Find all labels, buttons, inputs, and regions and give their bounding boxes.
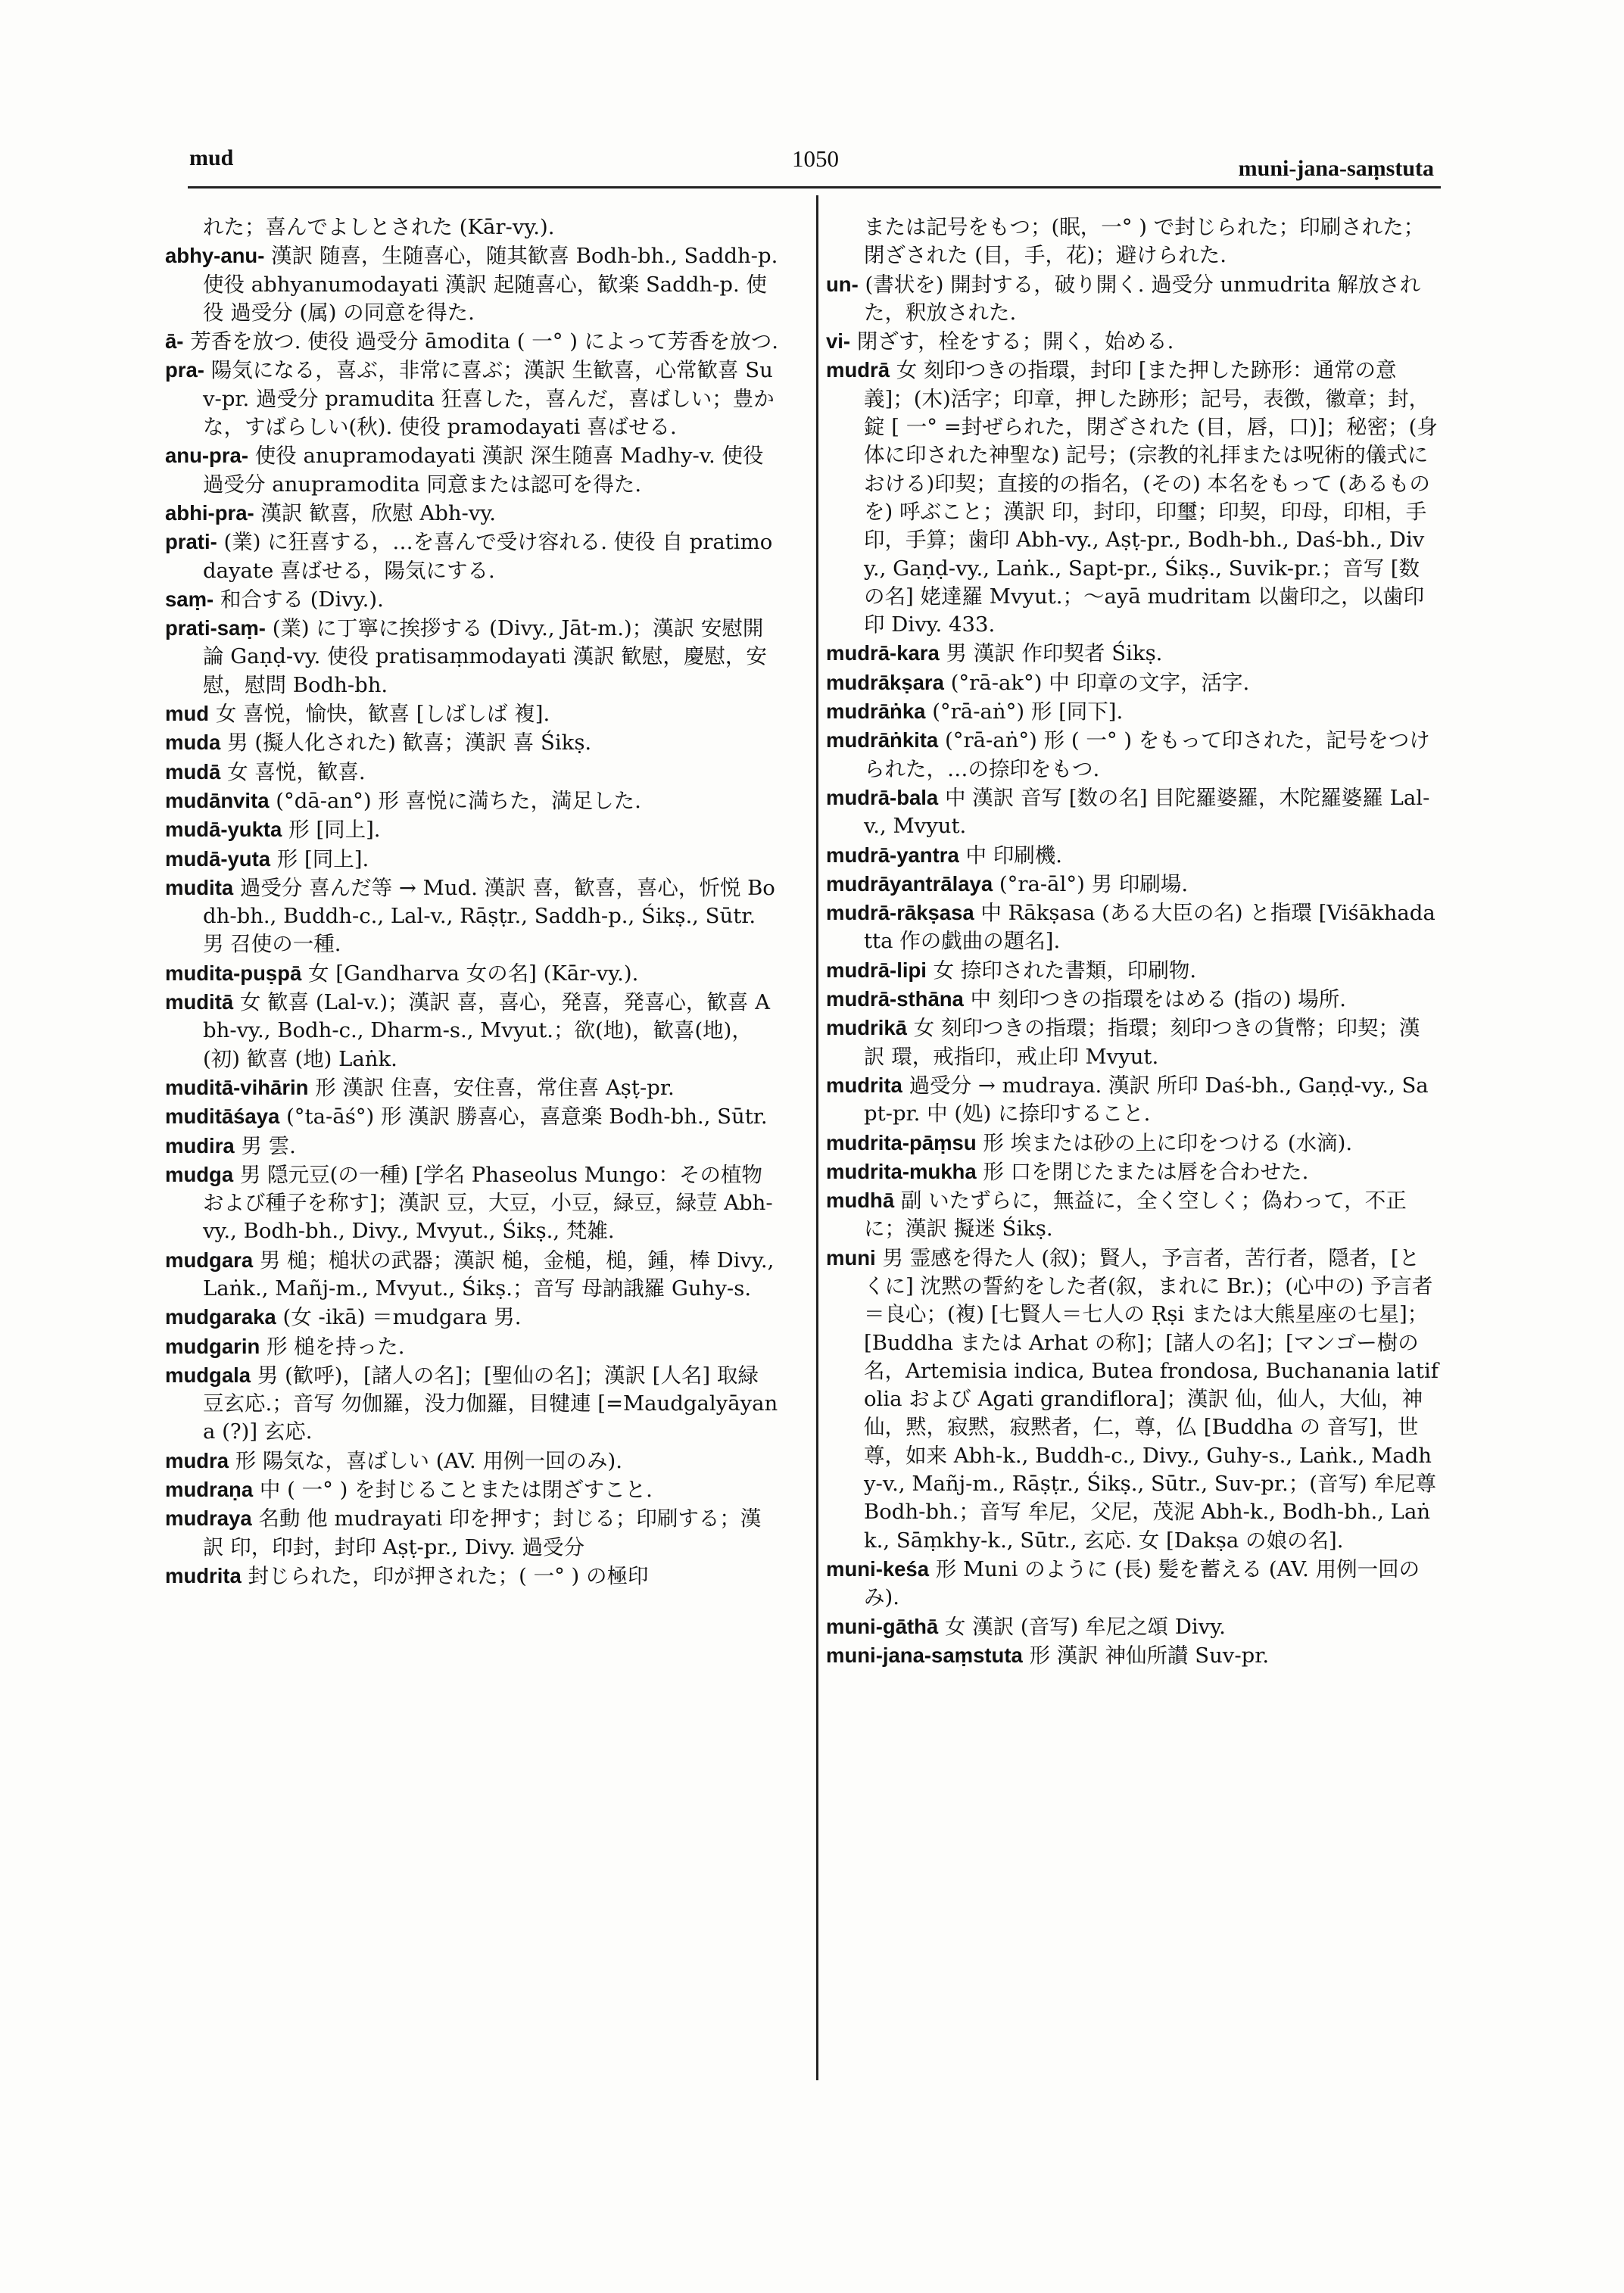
entry-definition: 女 [Gandharva 女の名] (Kār-vy.). bbox=[308, 961, 639, 986]
entry-definition: 過受分 → mudraya. 漢訳 所印 Daś-bh., Gaṇḍ-vy., Sapt-pr. 中 (処) に捺印すること. bbox=[864, 1073, 1429, 1126]
entry-headword: mudā-yukta bbox=[165, 818, 282, 842]
dictionary-entry bbox=[826, 956, 1439, 985]
entry-definition: 形 槌を持った. bbox=[267, 1334, 405, 1359]
entry-headword: mudrā-yantra bbox=[826, 843, 959, 867]
entry-definition: (°rā-aṅ°) 形 ( 一° ) をもって印された，記号をつけられた，…の捺印をもつ. bbox=[864, 728, 1430, 781]
entry-headword: vi- bbox=[826, 329, 851, 354]
dictionary-entry bbox=[165, 787, 778, 815]
entry-headword: mudga bbox=[165, 1162, 234, 1186]
entry-headword: mudra bbox=[165, 1448, 229, 1472]
dictionary-entry bbox=[826, 870, 1439, 899]
dictionary-entry bbox=[165, 241, 778, 327]
entry-headword: mudrāṅkita bbox=[826, 728, 939, 752]
entry-definition: (業) に狂喜する，…を喜んで受け容れる. 使役 自 pratimodayate 喜ばせる，陽気にする. bbox=[203, 530, 773, 583]
dictionary-entry bbox=[826, 1555, 1439, 1612]
dictionary-entry bbox=[165, 988, 778, 1073]
entry-definition: (°dā-an°) 形 喜悦に満ちた，満足した. bbox=[276, 788, 641, 813]
entry-headword: mudraṇa bbox=[165, 1478, 254, 1502]
header-rule bbox=[188, 186, 1441, 188]
dictionary-entry bbox=[165, 614, 778, 699]
entry-definition: 形 Muni のように (長) 髪を蓄える (AV. 用例一回のみ). bbox=[864, 1556, 1420, 1610]
entry-headword: muni-jana-saṃstuta bbox=[826, 1643, 1023, 1667]
entry-headword: mudā bbox=[165, 759, 221, 784]
dictionary-entry bbox=[165, 528, 778, 585]
entry-definition: 女 喜悦，愉快，歓喜 [しばしば 複]. bbox=[215, 702, 550, 727]
dictionary-entry bbox=[826, 1157, 1439, 1186]
dictionary-entry bbox=[826, 327, 1439, 356]
entry-definition: 形 [同上]. bbox=[288, 818, 381, 843]
entry-headword: prati-saṃ- bbox=[165, 616, 266, 640]
left-column bbox=[165, 213, 778, 1590]
entry-headword: mudrā-kara bbox=[826, 641, 940, 665]
dictionary-entry bbox=[165, 1475, 778, 1504]
entry-headword: muni-keśa bbox=[826, 1556, 930, 1581]
dictionary-entry bbox=[826, 899, 1439, 956]
dictionary-entry bbox=[165, 585, 778, 614]
dictionary-entry bbox=[165, 758, 778, 787]
entry-definition: (°ta-āś°) 形 漢訳 勝喜心，喜意楽 Bodh-bh., Sūtr. bbox=[286, 1104, 768, 1129]
entry-headword: mudānvita bbox=[165, 788, 270, 812]
entry-headword: pra- bbox=[165, 358, 204, 382]
entry-headword: mudrita bbox=[165, 1563, 242, 1587]
dictionary-entry bbox=[165, 959, 778, 988]
dictionary-entry bbox=[826, 784, 1439, 841]
entry-headword: un- bbox=[826, 272, 859, 296]
entry-definition: 副 いたずらに，無益に，全く空しく；偽わって，不正に；漢訳 擬迷 Śikṣ. bbox=[864, 1189, 1407, 1242]
dictionary-entry bbox=[165, 213, 778, 241]
entry-headword: mudita-puṣpā bbox=[165, 961, 302, 985]
entry-definition: (°rā-aṅ°) 形 [同下]. bbox=[932, 699, 1124, 724]
dictionary-entry bbox=[165, 1332, 778, 1361]
column-separator bbox=[816, 195, 818, 2080]
dictionary-entry bbox=[165, 1303, 778, 1332]
entry-headword: mudhā bbox=[826, 1189, 895, 1213]
entry-headword: abhi-pra- bbox=[165, 500, 254, 525]
dictionary-entry bbox=[826, 1186, 1439, 1244]
entry-definition: 形 漢訳 神仙所讃 Suv-pr. bbox=[1029, 1643, 1270, 1668]
entry-definition: 女 刻印つきの指環；指環；刻印つきの貨幣；印契；漢訳 環，戒指印，戒止印 Mvyut. bbox=[864, 1016, 1420, 1069]
entry-headword: muditā-vihārin bbox=[165, 1075, 309, 1099]
entry-headword: mudita bbox=[165, 875, 234, 899]
entry-headword: mudgala bbox=[165, 1363, 251, 1387]
dictionary-entry bbox=[165, 815, 778, 844]
dictionary-entry bbox=[165, 356, 778, 441]
dictionary-entry bbox=[165, 1504, 778, 1562]
entry-definition: (業) に丁寧に挨拶する (Divy., Jāt-m.)；漢訳 安慰開論 Gaṇḍ-vy. 使役 pratisaṃmodayati 漢訳 歓慰，慶慰，安慰，慰問 Bodh-bh. bbox=[203, 616, 767, 697]
entry-headword: mudira bbox=[165, 1133, 235, 1157]
dictionary-entry bbox=[826, 697, 1439, 726]
dictionary-entry bbox=[826, 985, 1439, 1014]
entry-definition: 中 印刷機. bbox=[965, 843, 1062, 868]
dictionary-entry bbox=[165, 1562, 778, 1590]
entry-definition: 男 雲. bbox=[241, 1133, 296, 1158]
entry-definition: 女 喜悦，歓喜. bbox=[227, 759, 366, 784]
entry-headword: mudgara bbox=[165, 1248, 254, 1272]
entry-definition: 男 (擬人化された) 歓喜；漢訳 喜 Śikṣ. bbox=[227, 731, 592, 756]
entry-headword: mudrāyantrālaya bbox=[826, 871, 993, 896]
dictionary-entry bbox=[826, 841, 1439, 870]
running-head-right: muni-jana-saṃstuta bbox=[1238, 156, 1434, 181]
entry-definition: 閉ざす，栓をする；開く，始める. bbox=[856, 329, 1174, 354]
entry-definition: 中 刻印つきの指環をはめる (指の) 場所. bbox=[970, 987, 1347, 1012]
entry-headword: mudgaraka bbox=[165, 1305, 276, 1329]
entry-headword: prati- bbox=[165, 530, 217, 554]
dictionary-entry bbox=[826, 213, 1439, 270]
entry-definition: 女 刻印つきの指環，封印 [また押した跡形：通常の意義]；(木)活字；印章，押した跡形；記号，表徴，徽章；封，錠 [ 一° =封ぜられた，閉ざされた (目，唇，口)]；秘密；(身体に印された神聖な) 記号；(宗教的礼拝または呪術的儀式における)印契；直接的の指名，(その) 本名をもって (あるものを) 呼ぶこと；漢訳 印，封印，印璽；印契，印母，印相，手印，手算；歯印 Abh-vy., Aṣṭ-pr., Bodh-bh., Daś-bh., Divy., Gaṇḍ-vy., Laṅk., Sapt-pr., Śikṣ., Suvik-pr.；音写 [数の名] 姥達羅 Mvyut.；～ayā mudritam 以歯印之，以歯印印 Divy. 433. bbox=[864, 358, 1438, 637]
dictionary-entry bbox=[165, 874, 778, 959]
dictionary-entry bbox=[826, 1244, 1439, 1555]
entry-headword: mudrā-bala bbox=[826, 785, 939, 809]
entry-headword: muditā bbox=[165, 990, 234, 1014]
entry-headword: ā- bbox=[165, 329, 184, 354]
entry-headword: anu-pra- bbox=[165, 444, 248, 468]
entry-definition: れた；喜んでよしとされた (Kār-vy.). bbox=[203, 215, 555, 239]
entry-headword: mud bbox=[165, 702, 210, 726]
entry-headword: mudgarin bbox=[165, 1334, 260, 1358]
entry-definition: 形 陽気な，喜ばしい (AV. 用例一回のみ). bbox=[235, 1448, 623, 1473]
running-head-left: mud bbox=[189, 145, 234, 170]
entry-headword: abhy-anu- bbox=[165, 244, 265, 268]
dictionary-entry bbox=[826, 639, 1439, 668]
entry-headword: saṃ- bbox=[165, 587, 214, 611]
dictionary-entry bbox=[165, 728, 778, 757]
entry-definition: 漢訳 随喜，生随喜心，随其歓喜 Bodh-bh., Saddh-p. 使役 abhyanumodayati 漢訳 起随喜心，歓楽 Saddh-p. 使役 過受分 (属) の同意を得た. bbox=[203, 244, 778, 325]
dictionary-entry bbox=[165, 1447, 778, 1475]
entry-definition: 中 漢訳 音写 [数の名] 目陀羅婆羅，木陀羅婆羅 Lal-v., Mvyut. bbox=[864, 785, 1430, 839]
entry-definition: (°ra-āl°) 男 印刷場. bbox=[999, 871, 1189, 896]
dictionary-entry bbox=[165, 1132, 778, 1161]
dictionary-entry bbox=[165, 845, 778, 874]
dictionary-entry bbox=[165, 441, 778, 499]
entry-headword: mudā-yuta bbox=[165, 846, 271, 871]
entry-headword: mudrā bbox=[826, 358, 890, 382]
dictionary-entry bbox=[826, 270, 1439, 328]
entry-headword: mudrita-pāṃsu bbox=[826, 1130, 977, 1154]
dictionary-entry bbox=[165, 327, 778, 356]
dictionary-entry bbox=[826, 726, 1439, 784]
entry-definition: 中 ( 一° ) を封じることまたは閉ざすこと. bbox=[259, 1478, 653, 1503]
entry-definition: 形 口を閉じたまたは唇を合わせた. bbox=[983, 1159, 1309, 1184]
dictionary-entry bbox=[165, 1361, 778, 1447]
entry-headword: muni-gāthā bbox=[826, 1614, 939, 1638]
entry-definition: または記号をもつ；(眠，一° ) で封じられた；印刷された；閉ざされた (目，手，花)；避けられた. bbox=[864, 215, 1425, 268]
entry-definition: 形 漢訳 住喜，安住喜，常住喜 Aṣṭ-pr. bbox=[315, 1075, 675, 1100]
entry-headword: mudrā-sthāna bbox=[826, 987, 964, 1011]
entry-definition: 和合する (Divy.). bbox=[220, 587, 384, 612]
dictionary-entry bbox=[826, 356, 1439, 639]
entry-definition: 陽気になる，喜ぶ，非常に喜ぶ；漢訳 生歓喜，心常歓喜 Suv-pr. 過受分 pramudita 狂喜した，喜んだ，喜ばしい；豊かな，すばらしい(秋). 使役 pramodayati 喜ばせる. bbox=[203, 358, 775, 440]
dictionary-entry bbox=[165, 1161, 778, 1246]
entry-definition: 芳香を放つ. 使役 過受分 āmodita ( 一° ) によって芳香を放つ. bbox=[190, 329, 778, 354]
entry-definition: 名動 他 mudrayati 印を押す；封じる；印刷する；漢訳 印，印封，封印 Aṣṭ-pr., Divy. 過受分 bbox=[203, 1506, 762, 1559]
entry-headword: muda bbox=[165, 731, 221, 755]
entry-headword: mudrita-mukha bbox=[826, 1159, 977, 1183]
entry-definition: 女 捺印された書類，印刷物. bbox=[933, 958, 1197, 983]
entry-headword: mudrita bbox=[826, 1073, 902, 1097]
entry-definition: 女 漢訳 (音写) 牟尼之頌 Divy. bbox=[944, 1614, 1226, 1639]
entry-headword: mudrāṅka bbox=[826, 699, 926, 724]
entry-definition: 女 歓喜 (Lal-v.)；漢訳 喜，喜心，発喜，発喜心，歓喜 Abh-vy., Bodh-c., Dharm-s., Mvyut.；欲(地)，歓喜(地)，(初) 歓喜 (地) Laṅk. bbox=[203, 990, 770, 1071]
entry-definition: 男 隠元豆(の一種) [学名 Phaseolus Mungo：その植物および種子を称す]；漢訳 豆，大豆，小豆，緑豆，緑荳 Abh-vy., Bodh-bh., Divy., Mvyut., Śikṣ., 梵雑. bbox=[203, 1162, 773, 1244]
dictionary-entry bbox=[165, 1102, 778, 1131]
entry-definition: 中 Rākṣasa (ある大臣の名) と指環 [Viśākhadatta 作の戯曲の題名]. bbox=[864, 901, 1435, 954]
entry-headword: mudrākṣara bbox=[826, 670, 944, 694]
entry-definition: (女 -ikā) ＝mudgara 男. bbox=[282, 1305, 522, 1330]
entry-definition: 過受分 喜んだ等 → Mud. 漢訳 喜，歓喜，喜心，忻悦 Bodh-bh., Buddh-c., Lal-v., Rāṣṭr., Saddh-p., Śikṣ., Sūtr. 男 召使の一種. bbox=[203, 875, 775, 957]
dictionary-entry bbox=[826, 668, 1439, 697]
entry-definition: (°rā-ak°) 中 印章の文字，活字. bbox=[950, 670, 1250, 695]
entry-definition: 男 漢訳 作印契者 Śikṣ. bbox=[946, 641, 1163, 666]
entry-headword: mudrā-rākṣasa bbox=[826, 901, 974, 925]
dictionary-entry bbox=[165, 499, 778, 528]
dictionary-entry bbox=[165, 1246, 778, 1304]
dictionary-entry bbox=[826, 1641, 1439, 1670]
entry-definition: 漢訳 歓喜，欣慰 Abh-vy. bbox=[260, 500, 497, 525]
entry-definition: 形 [同上]. bbox=[276, 846, 369, 871]
entry-definition: 形 埃または砂の上に印をつける (水滴). bbox=[983, 1130, 1353, 1155]
entry-headword: mudraya bbox=[165, 1506, 252, 1531]
dictionary-entry bbox=[165, 1073, 778, 1102]
entry-definition: 封じられた，印が押された；( 一° ) の極印 bbox=[248, 1563, 649, 1588]
entry-headword: mudrā-lipi bbox=[826, 958, 927, 982]
entry-definition: 使役 anupramodayati 漢訳 深生随喜 Madhy-v. 使役 過受分 anupramodita 同意または認可を得た. bbox=[203, 444, 764, 497]
entry-definition: 男 霊感を得た人 (叙)；賢人，予言者，苦行者，隠者，[とくに] 沈黙の誓約をした者(叙，まれに Br.)；(心中の) 予言者＝良心；(複) [七賢人＝七人の Ṛṣi または大熊星座の七星]；[Buddha または Arhat の称]；[諸人の名]；[マンゴー樹の名，Artemisia indica, Butea frondosa, Buchanania latifolia および Agati grandiflora]；漢訳 仙，仙人，大仙，神仙，黙，寂黙，寂黙者，仁，尊，仏 [Buddha の 音写]，世尊，如来 Abh-k., Buddh-c., Divy., Guhy-s., Laṅk., Madhy-v., Mañj-m., Rāṣṭr., Śikṣ., Sūtr., Suv-pr.；(音写) 牟尼尊 Bodh-bh.；音写 牟尼，父尼，茂泥 Abh-k., Bodh-bh., Laṅk., Sāṃkhy-k., Sūtr., 玄応. 女 [Dakṣa の娘の名]. bbox=[864, 1245, 1439, 1553]
entry-headword: mudrikā bbox=[826, 1016, 907, 1040]
dictionary-entry bbox=[826, 1071, 1439, 1129]
page-number: 1050 bbox=[792, 145, 839, 172]
dictionary-entry bbox=[826, 1014, 1439, 1071]
entry-definition: (書状を) 開封する，破り開く. 過受分 unmudrita 解放された，釈放された. bbox=[864, 272, 1421, 325]
entry-headword: muni bbox=[826, 1245, 876, 1270]
right-column bbox=[826, 213, 1439, 1670]
dictionary-entry bbox=[826, 1129, 1439, 1157]
dictionary-entry bbox=[165, 699, 778, 728]
dictionary-entry bbox=[826, 1612, 1439, 1641]
entry-headword: muditāśaya bbox=[165, 1104, 280, 1129]
entry-definition: 男 槌；槌状の武器；漢訳 槌，金槌，槌，鍾，棒 Divy., Laṅk., Mañj-m., Mvyut., Śikṣ.；音写 母訥誐羅 Guhy-s. bbox=[203, 1248, 775, 1301]
entry-definition: 男 (歓呼)，[諸人の名]；[聖仙の名]；漢訳 [人名] 取緑豆玄応.；音写 勿伽羅，没力伽羅，目犍連 [=Maudgalyāyana (?)] 玄応. bbox=[203, 1363, 778, 1444]
